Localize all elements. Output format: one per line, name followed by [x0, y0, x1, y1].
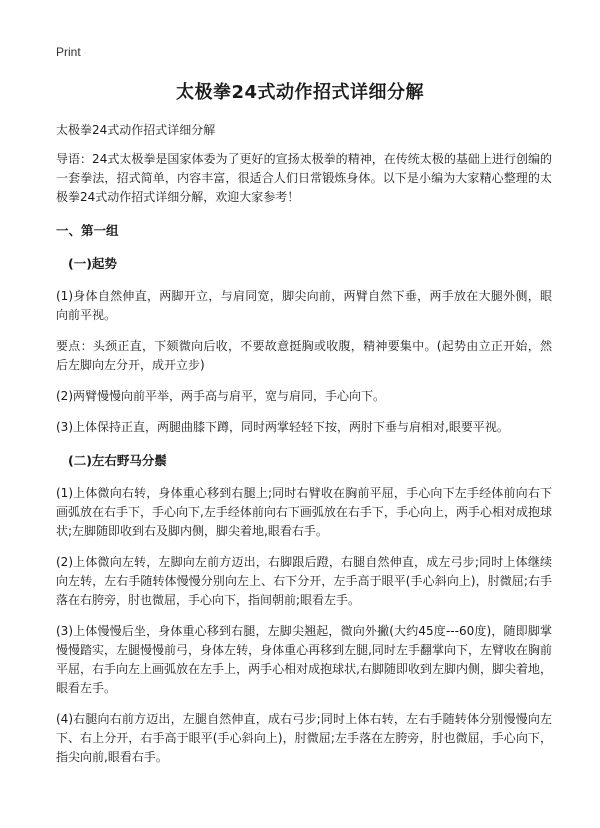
subsection-heading-yemafenzong: (二)左右野马分鬃: [68, 453, 167, 468]
paragraph: (3)上体慢慢后坐，身体重心移到右腿，左脚尖翘起，微向外撇(大约45度---60度)，随即脚掌慢慢踏实，左腿慢慢前弓，身体左转，身体重心再移到左腿,同时左手翻掌向下，左臂收在胸前平屈，右手向左上画弧放在左手上，两手心相对成抱球状,右脚随即收到左脚内侧，脚尖着地，眼看左手。: [56, 624, 552, 695]
article-body: [56, 150, 552, 779]
section-heading-group-1: 一、第一组: [56, 223, 119, 238]
subtitle: 太极拳24式动作招式详细分解: [56, 123, 216, 137]
paragraph: (4)右腿向右前方迈出，左腿自然伸直，成右弓步;同时上体右转，左右手随转体分别慢慢向左下、右上分开，右手高于眼平(手心斜向上)，肘微屈;左手落在左胯旁，肘也微屈，手心向下，指尖向前,眼看右手。: [56, 712, 552, 764]
paragraph: (2)两臂慢慢向前平举，两手高与肩平，宽与肩同，手心向下。: [56, 389, 386, 403]
paragraph: (2)上体微向左转，左脚向左前方迈出，右脚跟后蹬，右腿自然伸直，成左弓步;同时上体继续向左转，左右手随转体慢慢分别向左上、右下分开，左手高于眼平(手心斜向上)，肘微屈;右手落在右胯旁，肘也微屈，手心向下，指间朝前;眼看左手。: [56, 555, 552, 607]
paragraph: (1)上体微向右转，身体重心移到右腿上;同时右臂收在胸前平屈，手心向下左手经体前向右下画弧放在右手下，手心向下,左手经体前向右下画弧放在右手下，手心向上，两手心相对成抱球状;左脚随即收到右及脚内侧，脚尖着地,眼看右手。: [56, 486, 552, 538]
paragraph: (1)身体自然伸直，两脚开立，与肩同宽，脚尖向前，两臂自然下垂，两手放在大腿外侧，眼向前平视。: [56, 289, 552, 322]
paragraph: (3)上体保持正直，两腿曲膝下蹲，同时两掌轻轻下按，两肘下垂与肩相对,眼要平视。: [56, 420, 509, 434]
print-link[interactable]: Print: [56, 45, 81, 59]
intro-paragraph: 导语：24式太极拳是国家体委为了更好的宣扬太极拳的精神，在传统太极的基础上进行创编的一套拳法，招式简单，内容丰富，很适合人们日常锻炼身体。以下是小编为大家精心整理的太极拳24式动作招式详细分解，欢迎大家参考！: [56, 152, 552, 204]
page-title: 太极拳24式动作招式详细分解: [175, 82, 425, 103]
paragraph: 要点：头颈正直，下颏微向后收，不要故意挺胸或收腹，精神要集中。(起势由立正开始，然后左脚向左分开，成开立步): [56, 339, 552, 372]
subsection-heading-qishi: (一)起势: [68, 256, 117, 271]
